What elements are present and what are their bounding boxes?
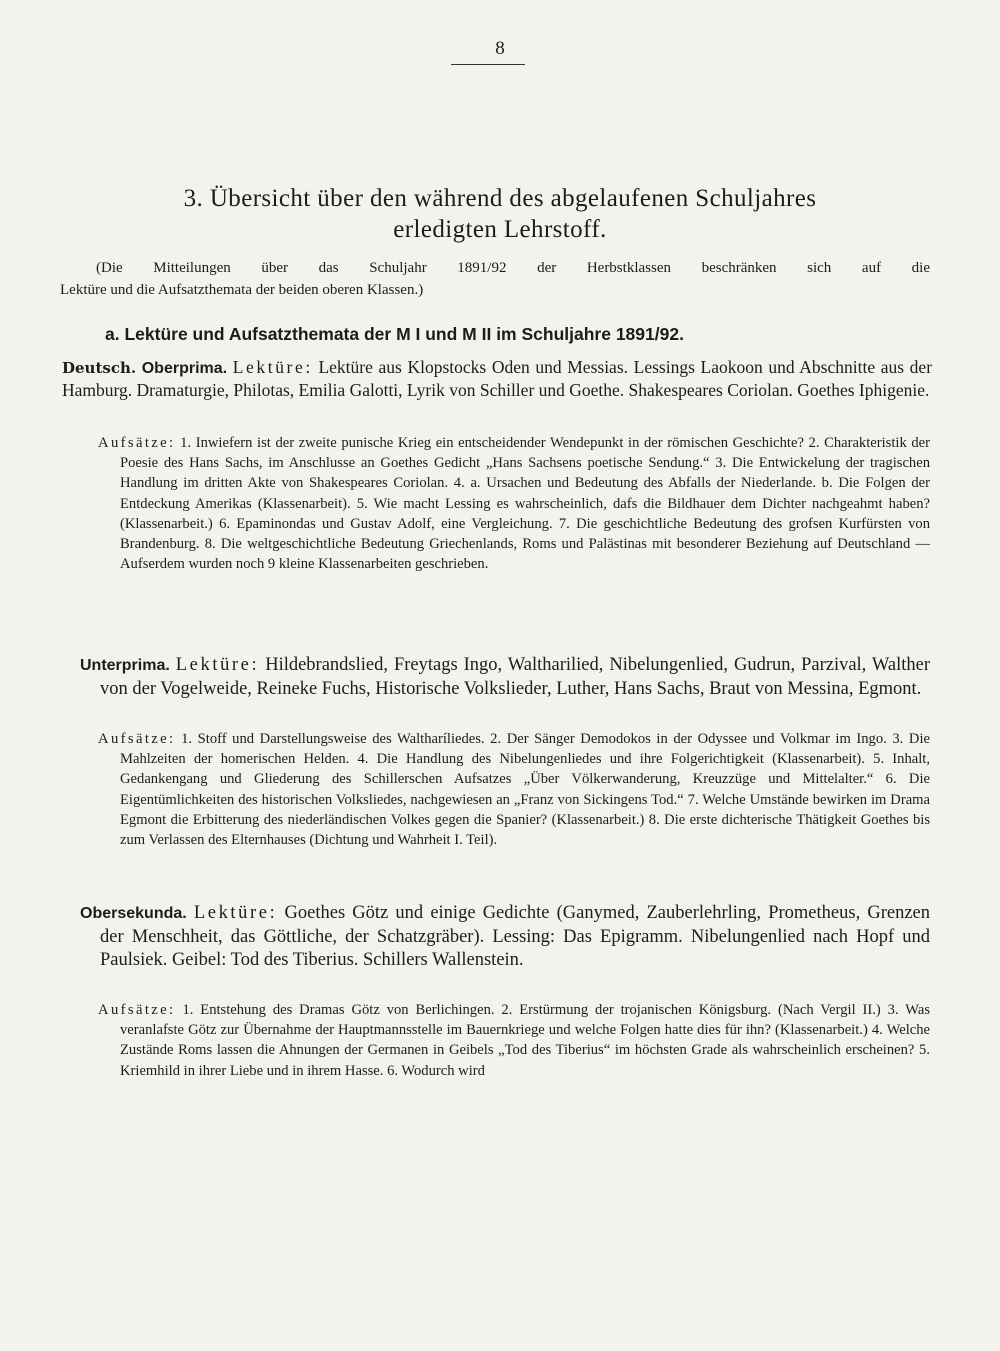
oberprima-essays — [80, 433, 930, 574]
section-title — [60, 183, 940, 245]
unterprima-class-name: Unterprima. — [80, 657, 170, 674]
subheading: a. Lektüre und Aufsatzthemata der M I und M II im Schuljahre 1891/92. — [105, 324, 684, 344]
oberprima-class-name: Oberprima. — [141, 360, 228, 377]
obersekunda-essays-text: 1. Entstehung des Dramas Götz von Berlichingen. 2. Erstürmung der trojanischen Königsburg. (Nach Vergil II.) 3. Was veranlafste Götz zur Übernahme der Hauptmannsstelle im Bauernkriege und welche Folgen hatte dies für ihn? (Klassenarbeit.) 4. Welche Zustände Roms lassen die Ahnungen der Germanen in Geibels „Tod des Tiberius“ im höchsten Grade als wahrscheinlich erscheinen? 5. Kriemhild in ihrer Liebe und in ihrem Hasse. 6. Wodurch wird — [120, 1002, 930, 1079]
oberprima-essays-text: 1. Inwiefern ist der zweite punische Krieg ein entscheidender Wendepunkt in der römischen Geschichte? 2. Charakteristik der Poesie des Hans Sachs, im Anschlusse an Goethes Gedicht „Hans Sachsens poetische Sendung.“ 3. Die Entwickelung der tragischen Handlung im dritten Akte von Shakespeares Coriolan. 4. a. Ursachen und Bedeutung des Abfalls der Niederlande. b. Die Folgen der Entdeckung Amerikas (Klassenarbeit). 5. Wie macht Lessing es wahrscheinlich, dafs die Bildhauer dem Dichter nachgeahmt haben? (Klassenarbeit.) 6. Epaminondas und Gustav Adolf, eine Vergleichung. 7. Die geschichtliche Bedeutung des grofsen Kurfürsten von Brandenburg. 8. Die weltgeschichtliche Bedeutung Griechenlands, Roms und Palästinas mit besonderer Beziehung auf Deutschland — Aufserdem wurden noch 9 kleine Klassenarbeiten geschrieben. — [120, 435, 931, 573]
section-note-line-1: (Die Mitteilungen über das Schuljahr 1891/92 der Herbstklassen beschränken sich auf die — [96, 260, 930, 276]
oberprima-reading — [62, 357, 932, 402]
unterprima-essays-text: 1. Stoff und Darstellungsweise des Waltharíliedes. 2. Der Sänger Demodokos in der Odyssee und Volkmar im Ingo. 3. Die Mahlzeiten der homerischen Helden. 4. Die Handlung des Nibelungenliedes und ihre Folgerichtigkeit (Klassenarbeit). 5. Inhalt, Gedankengang und Gliederung des Schillerschen Aufsatzes „Über Völkerwanderung, Kreuzzüge und Mittelalter.“ 6. Die Eigentümlichkeiten des historischen Volksliedes, nachgewiesen an „Franz von Sickingens Tod.“ 7. Welche Umstände bewirken im Drama Egmont die Erbitterung des niederländischen Volkes gegen die Spanier? (Klassenarbeit.) 8. Die erste dichterische Thätigkeit Goethes bis zum Verlassen des Elternhauses (Dichtung und Wahrheit I. Teil). — [120, 731, 930, 849]
obersekunda-reading-text: Goethes Götz und einige Gedichte (Ganymed, Zauberlehrling, Prometheus, Grenzen der Menschheit, das Göttliche, der Schatzgräber). Lessing: Das Epigramm. Nibelungenlied nach Hopf und Paulsiek. Geibel: Tod des Tiberius. Schillers Wallenstein. — [100, 903, 931, 970]
subject-label: Deutsch. — [62, 359, 137, 377]
oberprima-reading-label: Lektüre: — [232, 357, 313, 377]
page-number: 8 — [495, 38, 505, 59]
unterprima-essays-label: Aufsätze: — [98, 731, 176, 747]
oberprima-essays-label: Aufsätze: — [98, 435, 176, 451]
obersekunda-reading — [80, 902, 930, 973]
unterprima-reading — [80, 654, 930, 701]
obersekunda-essays-label: Aufsätze: — [98, 1002, 176, 1018]
unterprima-reading-label: Lektüre: — [175, 655, 260, 675]
obersekunda-class-name: Obersekunda. — [80, 905, 187, 922]
page-number-rule — [451, 64, 525, 65]
obersekunda-reading-label: Lektüre: — [193, 903, 278, 923]
section-title-line-2: erledigten Lehrstoff. — [393, 216, 607, 243]
section-note-line-2: Lektüre und die Aufsatzthemata der beiden oberen Klassen.) — [60, 282, 424, 298]
obersekunda-essays — [80, 1000, 930, 1081]
section-note — [60, 257, 930, 301]
section-title-line-1: 3. Übersicht über den während des abgelaufenen Schuljahres — [183, 185, 817, 212]
unterprima-essays — [80, 729, 930, 850]
oberprima-reading-text: Lektüre aus Klopstocks Oden und Messias. Lessings Laokoon und Abschnitte aus der Hamburg. Dramaturgie, Philotas, Emilia Galotti, Lyrik von Schiller und Goethe. Shakespeares Coriolan. Goethes Iphigenie. — [62, 357, 933, 400]
unterprima-reading-text: Hildebrandslied, Freytags Ingo, Waltharilied, Nibelungenlied, Gudrun, Parzival, Walther von der Vogelweide, Reineke Fuchs, Historische Volkslieder, Luther, Hans Sachs, Braut von Messina, Egmont. — [100, 655, 931, 699]
